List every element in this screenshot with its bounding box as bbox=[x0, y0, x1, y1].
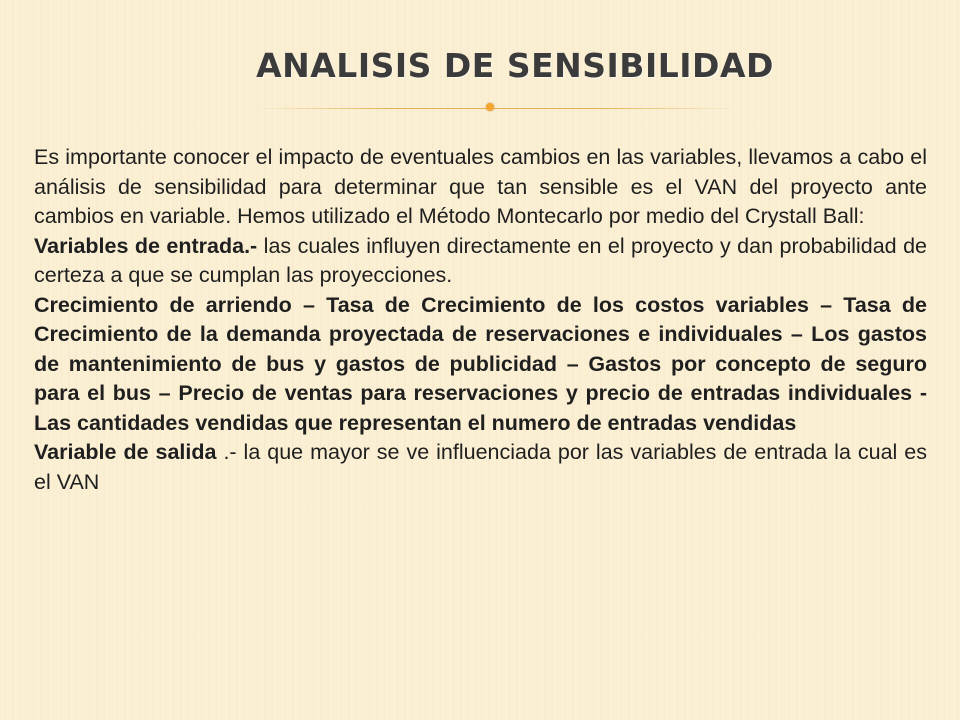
divider-dot-icon bbox=[486, 103, 494, 111]
output-variable-term: Variable de salida bbox=[34, 440, 217, 464]
slide-title: ANALISIS DE SENSIBILIDAD bbox=[256, 46, 774, 85]
title-divider bbox=[250, 108, 740, 109]
variables-list-paragraph: Crecimiento de arriendo – Tasa de Crecimiento de los costos variables – Tasa de Crecimiento de la demanda proyectada de reservaciones e individuales – Los gastos de mantenimiento de bus y gastos de publicidad – Gastos por concepto de seguro para el bus – Precio de ventas para reservaciones y precio de entradas individuales - Las cantidades vendidas que representan el numero de entradas vendidas bbox=[34, 292, 927, 435]
input-variables-paragraph bbox=[34, 232, 927, 291]
output-variable-description: .- la que mayor se ve influenciada por las variables de entrada la cual es el VAN bbox=[34, 440, 927, 494]
slide-body bbox=[34, 143, 927, 497]
output-variable-paragraph bbox=[34, 438, 927, 497]
intro-paragraph: Es importante conocer el impacto de eventuales cambios en las variables, llevamos a cabo el análisis de sensibilidad para determinar que tan sensible es el VAN del proyecto ante cambios en variable. Hemos utilizado el Método Montecarlo por medio del Crystall Ball: bbox=[34, 145, 927, 228]
input-variables-description: las cuales influyen directamente en el proyecto y dan probabilidad de certeza a que se cumplan las proyecciones. bbox=[34, 233, 928, 287]
input-variables-term: Variables de entrada.- bbox=[34, 233, 258, 258]
